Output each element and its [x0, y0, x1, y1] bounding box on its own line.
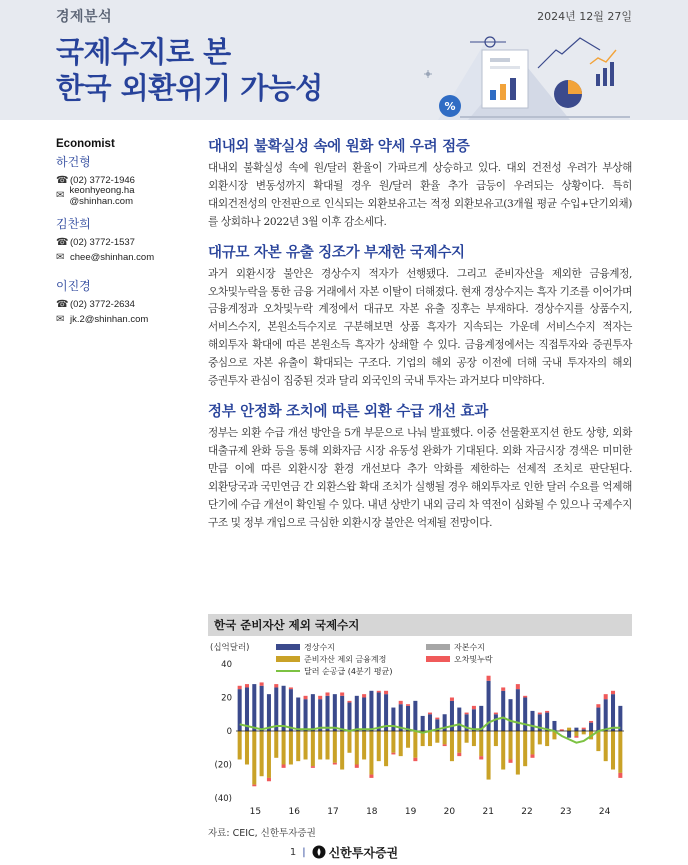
legend-label-errors: 오차및누락 — [454, 655, 493, 664]
legend-label-current: 경상수지 — [304, 643, 335, 652]
bar-current-account — [362, 698, 366, 732]
bar-financial-account — [509, 731, 513, 759]
bar-financial-account — [472, 731, 476, 746]
bar-financial-account — [406, 731, 410, 748]
bar-financial-account — [574, 731, 578, 736]
author-block — [56, 153, 196, 207]
x-tick-label: 18 — [366, 807, 378, 817]
bar-financial-account — [289, 731, 293, 765]
bar-errors-omissions — [282, 765, 286, 768]
bar-errors-omissions — [443, 744, 447, 746]
bar-errors-omissions — [289, 687, 293, 689]
bar-errors-omissions — [362, 694, 366, 697]
x-tick-label: 20 — [443, 807, 456, 817]
legend-swatch-capital — [426, 644, 450, 650]
bar-current-account — [567, 731, 571, 738]
report-body — [208, 134, 632, 540]
bar-current-account — [589, 723, 593, 731]
company-logo — [312, 844, 399, 861]
bar-financial-account — [516, 731, 520, 775]
section-heading: 대내외 불확실성 속에 원화 약세 우려 점증 — [208, 139, 470, 155]
bar-current-account — [501, 691, 505, 731]
x-tick-label: 16 — [288, 807, 300, 817]
y-tick-label: 20 — [221, 693, 232, 704]
bar-errors-omissions — [589, 721, 593, 723]
x-tick-label: 17 — [327, 807, 339, 817]
page-number: 1 — [289, 846, 297, 858]
bar-financial-account — [443, 731, 447, 744]
bar-current-account — [574, 728, 578, 731]
report-date: 2024년 12월 27일 — [537, 10, 632, 23]
header-illustration — [420, 28, 680, 120]
bar-financial-account — [391, 731, 395, 753]
page-footer — [0, 842, 688, 862]
bar-errors-omissions — [267, 778, 271, 781]
bar-errors-omissions — [384, 691, 388, 694]
section-paragraph: 정부는 외환 수급 개선 방안을 5개 부문으로 나눠 발표했다. 이중 선물환포지션 한도 상향, 외화 대출규제 완화 등을 통해 외화자금 시장 유동성 완화가 기대된다. 외화 자금시장 경색은 미미한 만큼 이에 따른 외환시장 환경 개선보다 추가 악화를 제한하는 선제적 조치로 판단된다. 외환당국과 국민연금 간 외환스왑 확대 조치가 실행될 경우 해외투자로 인한 달러 수요를 억제해 단기에 수급 개선이 확인될 수 있다. 내년 상반기 내외 금리 차 역전이 심화될 수 있으나 국제수지 구조 및 정부 개입으로 극심한 외환시장 불안은 억제될 전망이다. — [208, 426, 632, 529]
bar-errors-omissions — [574, 736, 578, 738]
bar-errors-omissions — [238, 686, 242, 689]
bar-financial-account — [567, 728, 571, 731]
phone-text: (02) 3772-1946 — [70, 175, 135, 186]
bar-financial-account — [538, 731, 542, 744]
chart-container — [208, 614, 632, 822]
bar-current-account — [428, 714, 432, 731]
bar-current-account — [355, 696, 359, 731]
bar-errors-omissions — [501, 687, 505, 690]
bar-current-account — [413, 701, 417, 731]
bar-financial-account — [611, 731, 615, 770]
bar-current-account — [333, 694, 337, 731]
x-tick-label: 19 — [404, 807, 417, 817]
section-paragraph: 과거 외환시장 불안은 경상수지 적자가 선행됐다. 그리고 준비자산을 제외한 금융계정, 오차및누락을 통한 금융 거래에서 자본 이탈이 더해졌다. 현재 경상수지는 흑자 기조를 이어가며 금융계정과 오차및누락 계정에서 대규모 자본 유출 징후는 부재하다. 경상수지를 상품수지, 서비스수지, 본원소득수지로 구분해보면 상품 흑자가 지속되는 가운데 서비스수지 적자는 해외투자 확대에 따른 본원소득 흑자가 상쇄할 수 있다. 금융계정에서는 직접투자와 증권투자 중심으로 자본 유출이 확대되는 구조다. 기업의 해외 공장 이전에 더해 국내 투자자의 해외 증권투자 관심이 집중된 것과 달리 외국인의 국내 투자는 과거보다 미약하다. — [208, 267, 632, 388]
bar-current-account — [516, 689, 520, 731]
x-tick-label: 23 — [560, 807, 572, 817]
bar-financial-account — [318, 731, 322, 759]
bar-errors-omissions — [274, 684, 278, 687]
bar-errors-omissions — [618, 773, 622, 778]
bar-financial-account — [399, 731, 403, 756]
author-phone — [56, 235, 196, 250]
bar-errors-omissions — [523, 696, 527, 698]
bar-financial-account — [545, 731, 549, 746]
author-email[interactable] — [56, 250, 196, 265]
bar-errors-omissions — [494, 713, 498, 715]
bar-errors-omissions — [450, 698, 454, 701]
bar-financial-account — [355, 731, 359, 765]
bar-errors-omissions — [428, 713, 432, 715]
bar-errors-omissions — [355, 765, 359, 768]
report-header — [0, 0, 688, 120]
phone-icon: ☎ — [56, 237, 69, 248]
author-block — [56, 215, 196, 265]
bar-financial-account — [450, 731, 454, 761]
x-tick-label: 21 — [482, 807, 494, 817]
bar-errors-omissions — [333, 763, 337, 765]
bar-financial-account — [582, 731, 586, 734]
report-title — [56, 34, 323, 106]
x-tick-label: 24 — [598, 807, 611, 817]
bar-financial-account — [325, 731, 329, 759]
bar-current-account — [596, 708, 600, 731]
bar-errors-omissions — [465, 713, 469, 715]
company-name: 신한투자증권 — [328, 845, 399, 860]
sidebar-label: Economist — [56, 138, 115, 150]
x-tick-label: 15 — [249, 807, 262, 817]
bar-errors-omissions — [245, 684, 249, 687]
bar-errors-omissions — [413, 758, 417, 761]
bar-current-account — [267, 694, 271, 731]
legend-label-financial: 준비자산 제외 금융계정 — [304, 655, 387, 664]
bar-current-account — [604, 699, 608, 731]
title-line-1: 국제수지로 본 — [56, 35, 231, 69]
shinhan-logo-icon — [312, 845, 326, 859]
bar-financial-account — [296, 731, 300, 761]
bar-financial-account — [311, 731, 315, 766]
bar-current-account — [369, 691, 373, 731]
bar-financial-account — [530, 731, 534, 754]
bar-current-account — [296, 698, 300, 732]
bar-financial-account — [435, 731, 439, 743]
bar-financial-account — [252, 731, 256, 785]
bar-financial-account — [377, 731, 381, 761]
bar-current-account — [494, 714, 498, 731]
bar-errors-omissions — [596, 704, 600, 707]
bar-errors-omissions — [479, 756, 483, 759]
author-block — [56, 277, 196, 327]
phone-text: (02) 3772-2634 — [70, 299, 135, 310]
author-email[interactable] — [56, 312, 196, 327]
bar-errors-omissions — [325, 692, 329, 695]
bar-errors-omissions — [311, 766, 315, 768]
y-axis-label: (십억달러) — [210, 643, 250, 653]
bar-errors-omissions — [435, 718, 439, 720]
bar-financial-account — [479, 731, 483, 756]
bar-current-account — [472, 709, 476, 731]
mail-icon: ✉ — [56, 314, 65, 325]
bar-errors-omissions — [377, 691, 381, 693]
bar-errors-omissions — [457, 753, 461, 756]
bar-errors-omissions — [391, 753, 395, 755]
bar-financial-account — [465, 731, 469, 743]
legend-swatch-financial — [276, 656, 300, 662]
bar-current-account — [274, 687, 278, 731]
bar-current-account — [523, 698, 527, 732]
bar-financial-account — [260, 731, 264, 776]
bar-financial-account — [618, 731, 622, 773]
bar-errors-omissions — [472, 706, 476, 709]
bar-current-account — [406, 706, 410, 731]
bar-current-account — [457, 708, 461, 731]
author-phone — [56, 297, 196, 312]
phone-icon: ☎ — [56, 299, 69, 310]
x-tick-label: 22 — [521, 807, 533, 817]
y-tick-label: 40 — [221, 660, 232, 670]
bar-errors-omissions — [509, 759, 513, 762]
author-sidebar — [56, 138, 196, 339]
bar-current-account — [289, 689, 293, 731]
bar-financial-account — [274, 731, 278, 758]
bar-current-account — [391, 708, 395, 731]
bar-current-account — [340, 696, 344, 731]
bar-financial-account — [596, 731, 600, 751]
bar-financial-account — [340, 731, 344, 770]
section-paragraph: 대내외 불확실성 속에 원/달러 환율이 가파르게 상승하고 있다. 대외 건전성 우려가 부상해 외환시장 변동성까지 확대될 경우 원/달러 환율 추가 급등이 우려되는 상황이다. 특히 대외건전성의 안전판으로 인식되는 외환보유고는 적정 외환보유고(3개월 평균 수입+단기외채)를 상회하나 2022년 3월 이후 감소세다. — [208, 162, 632, 228]
bar-financial-account — [267, 731, 271, 778]
footer-separator: | — [302, 846, 306, 858]
bar-financial-account — [369, 731, 373, 775]
report-category: 경제분석 — [56, 9, 113, 25]
bar-errors-omissions — [369, 775, 373, 778]
bar-errors-omissions — [530, 754, 534, 757]
bar-errors-omissions — [406, 704, 410, 706]
title-line-2: 한국 외환위기 가능성 — [56, 71, 323, 105]
bar-errors-omissions — [487, 676, 491, 681]
bar-financial-account — [457, 731, 461, 753]
bar-current-account — [252, 684, 256, 731]
phone-icon: ☎ — [56, 175, 69, 186]
bar-errors-omissions — [252, 785, 256, 787]
section-heading: 정부 안정화 조치에 따른 외환 수급 개선 효과 — [208, 403, 488, 420]
bar-errors-omissions — [347, 701, 351, 703]
y-tick-label: 0 — [226, 727, 232, 737]
author-name: 하건형 — [56, 155, 91, 169]
bar-errors-omissions — [604, 694, 608, 699]
bar-financial-account — [428, 731, 432, 746]
author-email[interactable] — [56, 184, 196, 207]
mail-icon: ✉ — [56, 252, 65, 263]
bar-current-account — [530, 711, 534, 731]
legend-swatch-errors — [426, 656, 450, 662]
chart-source: 자료: CEIC, 신한투자증권 — [208, 828, 316, 839]
bar-financial-account — [245, 731, 249, 765]
legend-label-capital: 자본수지 — [454, 643, 485, 652]
legend-label-net_dollar: 달러 순공급 (4분기 평균) — [304, 667, 393, 676]
bar-financial-account — [282, 731, 286, 765]
bar-current-account — [509, 699, 513, 731]
bar-errors-omissions — [318, 696, 322, 699]
mail-icon: ✉ — [56, 190, 65, 201]
bar-financial-account — [333, 731, 337, 763]
bar-current-account — [421, 716, 425, 731]
svg-text:%: % — [444, 100, 456, 113]
bar-current-account — [611, 694, 615, 731]
bar-financial-account — [523, 731, 527, 766]
bar-current-account — [260, 686, 264, 731]
bar-current-account — [318, 699, 322, 731]
bar-financial-account — [494, 731, 498, 746]
bar-errors-omissions — [399, 701, 403, 704]
author-name: 김찬희 — [56, 217, 91, 231]
email-text: chee@shinhan.com — [70, 252, 155, 263]
bar-errors-omissions — [304, 696, 308, 699]
bar-errors-omissions — [582, 728, 586, 730]
bar-current-account — [325, 696, 329, 731]
bar-errors-omissions — [611, 691, 615, 694]
bar-financial-account — [487, 731, 491, 780]
y-tick-label: (20) — [214, 760, 232, 771]
author-name: 이진경 — [56, 279, 91, 293]
email-text: keonhyeong.ha @shinhan.com — [69, 184, 135, 207]
bar-current-account — [347, 703, 351, 731]
chart-title: 한국 준비자산 제외 국제수지 — [208, 614, 632, 636]
bar-financial-account — [238, 731, 242, 759]
bar-financial-account — [304, 731, 308, 759]
bar-errors-omissions — [340, 692, 344, 695]
bar-current-account — [304, 699, 308, 731]
bar-current-account — [245, 687, 249, 731]
section-heading: 대규모 자본 유출 징조가 부재한 국제수지 — [208, 244, 465, 261]
bar-errors-omissions — [538, 713, 542, 715]
bar-financial-account — [347, 731, 351, 753]
bar-errors-omissions — [516, 684, 520, 689]
bar-financial-account — [604, 731, 608, 761]
phone-text: (02) 3772-1537 — [70, 237, 135, 248]
bar-financial-account — [384, 731, 388, 766]
bar-errors-omissions — [260, 682, 264, 685]
bar-financial-account — [501, 731, 505, 770]
bar-current-account — [377, 692, 381, 731]
y-tick-label: (40) — [214, 794, 232, 804]
bar-errors-omissions — [545, 711, 549, 713]
bar-current-account — [552, 721, 556, 731]
legend-swatch-current — [276, 644, 300, 650]
bar-current-account — [282, 686, 286, 731]
email-text: jk.2@shinhan.com — [70, 314, 149, 325]
bar-current-account — [311, 694, 315, 731]
balance-of-payments-chart — [208, 636, 632, 822]
bar-financial-account — [413, 731, 417, 758]
bar-financial-account — [362, 731, 366, 759]
